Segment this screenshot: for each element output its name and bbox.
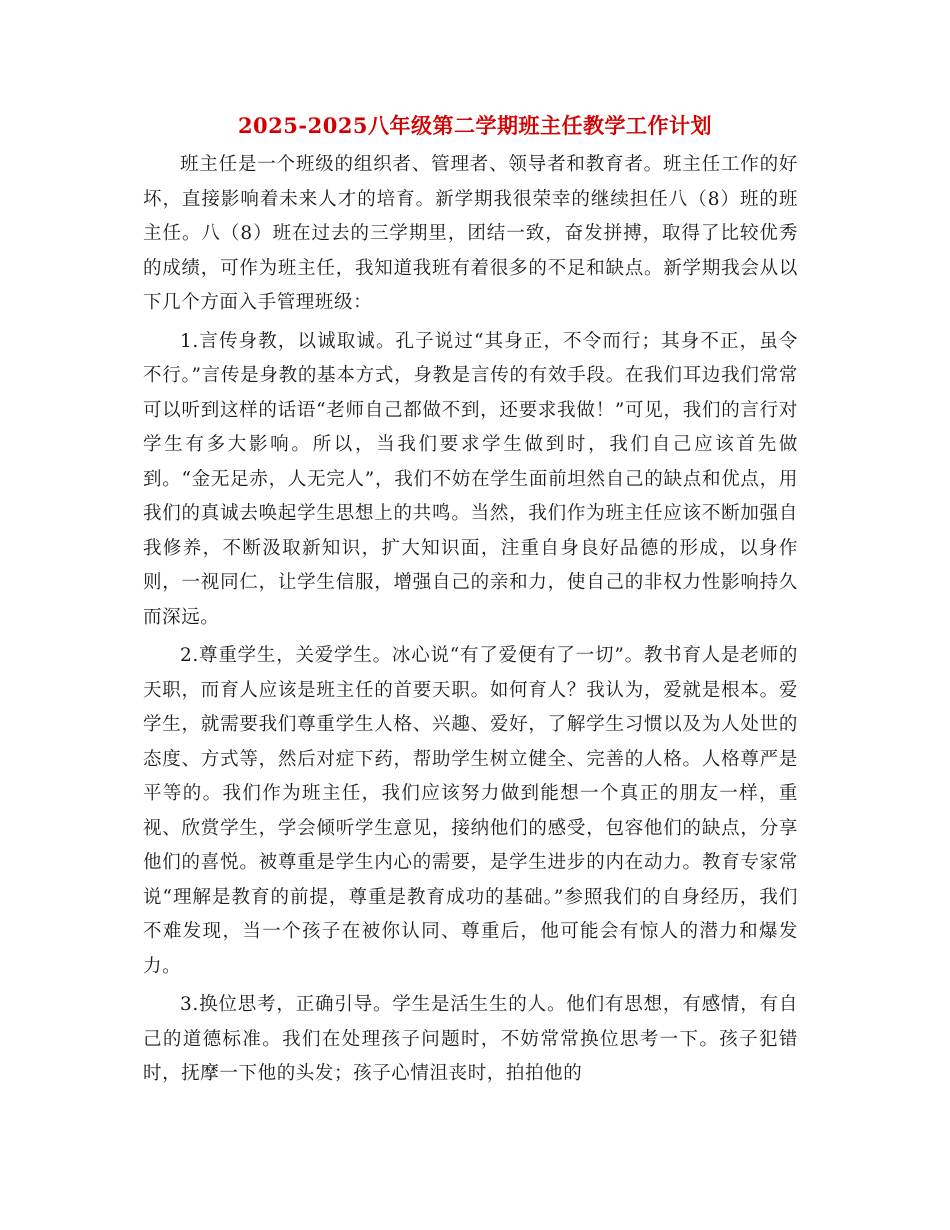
document-title: 2025-2025八年级第二学期班主任教学工作计划 bbox=[237, 113, 713, 138]
paragraph-point-3: 3.换位思考，正确引导。学生是活生生的人。他们有思想，有感情，有自己的道德标准。我们在处理孩子问题时，不妨常常换位思考一下。孩子犯错时，抚摩一下他的头发；孩子心情沮丧时，拍拍他的 bbox=[143, 994, 798, 1084]
paragraph-point-1: 1.言传身教，以诚取诚。孔子说过“其身正，不令而行；其身不正，虽令不行。”言传是身教的基本方式，身教是言传的有效手段。在我们耳边我们常常可以听到这样的话语“老师自己都做不到，还要求我做！”可见，我们的言行对学生有多大影响。所以，当我们要求学生做到时，我们自己应该首先做到。“金无足赤，人无完人”，我们不妨在学生面前坦然自己的缺点和优点，用我们的真诚去唤起学生思想上的共鸣。当然，我们作为班主任应该不断加强自我修养，不断汲取新知识，扩大知识面，注重自身良好品德的形成，以身作则，一视同仁，让学生信服，增强自己的亲和力，使自己的非权力性影响持久而深远。 bbox=[143, 330, 798, 628]
paragraph-intro: 班主任是一个班级的组织者、管理者、领导者和教育者。班主任工作的好坏，直接影响着未来人才的培育。新学期我很荣幸的继续担任八（8）班的班主任。八（8）班在过去的三学期里，团结一致，奋发拼搏，取得了比较优秀的成绩，可作为班主任，我知道我班有着很多的不足和缺点。新学期我会从以下几个方面入手管理班级： bbox=[143, 154, 798, 313]
paragraph-point-2: 2.尊重学生，关爱学生。冰心说“有了爱便有了一切”。教书育人是老师的天职，而育人应该是班主任的首要天职。如何育人？我认为，爱就是根本。爱学生，就需要我们尊重学生人格、兴趣、爱好，了解学生习惯以及为人处世的态度、方式等，然后对症下药，帮助学生树立健全、完善的人格。人格尊严是平等的。我们作为班主任，我们应该努力做到能想一个真正的朋友一样，重视、欣赏学生，学会倾听学生意见，接纳他们的感受，包容他们的缺点，分享他们的喜悦。被尊重是学生内心的需要，是学生进步的内在动力。教育专家常说“理解是教育的前提，尊重是教育成功的基础。”参照我们的自身经历，我们不难发现，当一个孩子在被你认同、尊重后，他可能会有惊人的潜力和爆发力。 bbox=[143, 645, 798, 977]
document-body bbox=[143, 148, 798, 1096]
